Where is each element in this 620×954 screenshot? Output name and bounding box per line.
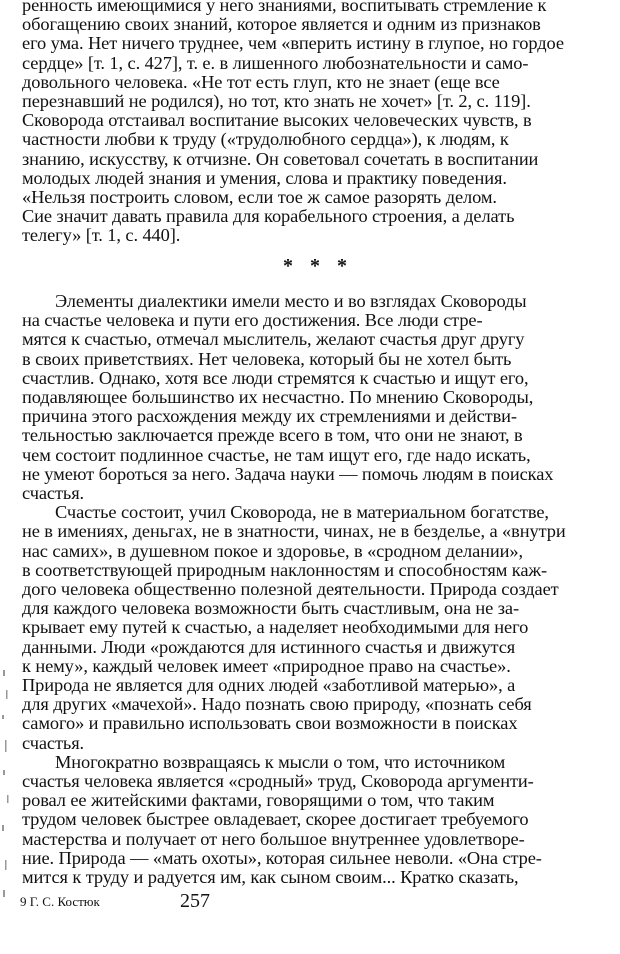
text-line: довольного человека. «Не тот есть глуп, кто не знает (еще все	[22, 71, 500, 92]
text-line: мится к труду и радуется им, как сыном своим... Кратко сказать,	[22, 867, 519, 887]
footer-signature: 9 Г. С. Костюк	[20, 894, 100, 909]
text-line: к нему», каждый человек имеет «природное право на счастье».	[22, 655, 511, 676]
text-line: сердце» [т. 1, с. 427], т. е. в лишенного любознательности и само-	[22, 52, 529, 73]
text-line: мастерства и получает от него большое внутреннее удовлетворе-	[22, 828, 525, 849]
text-line: ние. Природа — «мать охоты», которая сильнее неволи. «Она стре-	[22, 847, 542, 868]
text-line: Природа не является для одних людей «заботливой матерью», а	[22, 675, 516, 695]
text-line: не в имениях, деньгах, не в знатности, чинах, не в безделье, а «внутри	[22, 521, 566, 542]
section-separator: * * *	[283, 255, 347, 277]
text-line: перезнавший не родился), но тот, кто знать не хочет» [т. 2, с. 119].	[22, 91, 531, 111]
text-line: не умеют бороться за него. Задача науки — помочь людям в поисках	[22, 463, 554, 484]
text-line: Счастье состоит, учил Сковорода, не в материальном богатстве,	[55, 502, 549, 523]
text-line: обогащению своих знаний, которое является и одним из признаков	[22, 14, 541, 35]
text-line: причина этого расхождения между их стремлениями и действи-	[22, 406, 517, 427]
text-line: Многократно возвращаясь к мысли о том, что источником	[55, 751, 506, 772]
text-line: данными. Люди «рождаются для истинного счастья и движутся	[22, 636, 516, 657]
text-line: счастлив. Однако, хотя все люди стремятся к счастью и ищут его,	[22, 367, 529, 388]
text-line: дого человека общественно полезной деятельности. Природа создает	[22, 579, 559, 599]
text-line: его ума. Нет ничего труднее, чем «вперить истину в глупое, но гордое	[22, 33, 564, 54]
text-line: нас самих», в душевном покое и здоровье, в «сродном делании»,	[22, 540, 523, 561]
text-line: трудом человек быстрее овладевает, скорее достигает требуемого	[22, 809, 529, 830]
text-line: Сие значит давать правила для корабельного строения, а делать	[22, 206, 515, 227]
text-line: ровал ее житейскими фактами, говорящими о том, что таким	[22, 790, 495, 811]
text-line: счастья человека является «сродный» труд, Сковорода аргументи-	[22, 771, 534, 791]
scan-noise	[0, 660, 14, 910]
text-line: на счастье человека и пути его достижения. Все люди стре-	[22, 310, 483, 331]
text-line: крывает ему путей к счастью, а наделяет необходимыми для него	[22, 617, 529, 638]
text-line: ренность имеющимися у него знаниями, воспитывать стремление к	[22, 0, 547, 15]
page-number: 257	[180, 890, 210, 912]
text-line: знанию, искусству, к отчизне. Он советовал сочетать в воспитании	[22, 148, 539, 169]
text-line: молодых людей знания и умения, слова и практику поведения.	[22, 167, 507, 188]
text-line: чем состоит подлинное счастье, не там ищут его, где надо искать,	[22, 444, 531, 465]
text-line: Элементы диалектики имели место и во взглядах Сковороды	[55, 291, 527, 311]
text-line: «Нельзя построить словом, если тое ж самое разорять делом.	[22, 187, 497, 207]
text-line: мятся к счастью, отмечал мыслитель, желают счастья друг другу	[22, 329, 525, 350]
text-line: для каждого человека возможности быть счастливым, она не за-	[22, 598, 519, 619]
text-line: тельностью заключается прежде всего в том, что они не знают, в	[22, 425, 523, 446]
text-line: счастья.	[22, 483, 85, 503]
text-line: в своих приветствиях. Нет человека, который бы не хотел быть	[22, 348, 512, 369]
text-line: для других «мачехой». Надо познать свою природу, «познать себя	[22, 694, 532, 715]
text-line: Сковорода отстаивал воспитание высоких человеческих чувств, в	[22, 110, 532, 131]
text-line: телегу» [т. 1, с. 440].	[22, 225, 181, 246]
text-line: частности любви к труду («трудолюбного сердца»), к людям, к	[22, 129, 509, 150]
text-line: счастья.	[22, 732, 85, 753]
text-line: подавляющее большинство их несчастно. По мнению Сковороды,	[22, 387, 534, 407]
text-line: в соответствующей природным наклонностям и способностям каж-	[22, 559, 548, 580]
text-line: самого» и правильно использовать свои возможности в поисках	[22, 713, 518, 734]
